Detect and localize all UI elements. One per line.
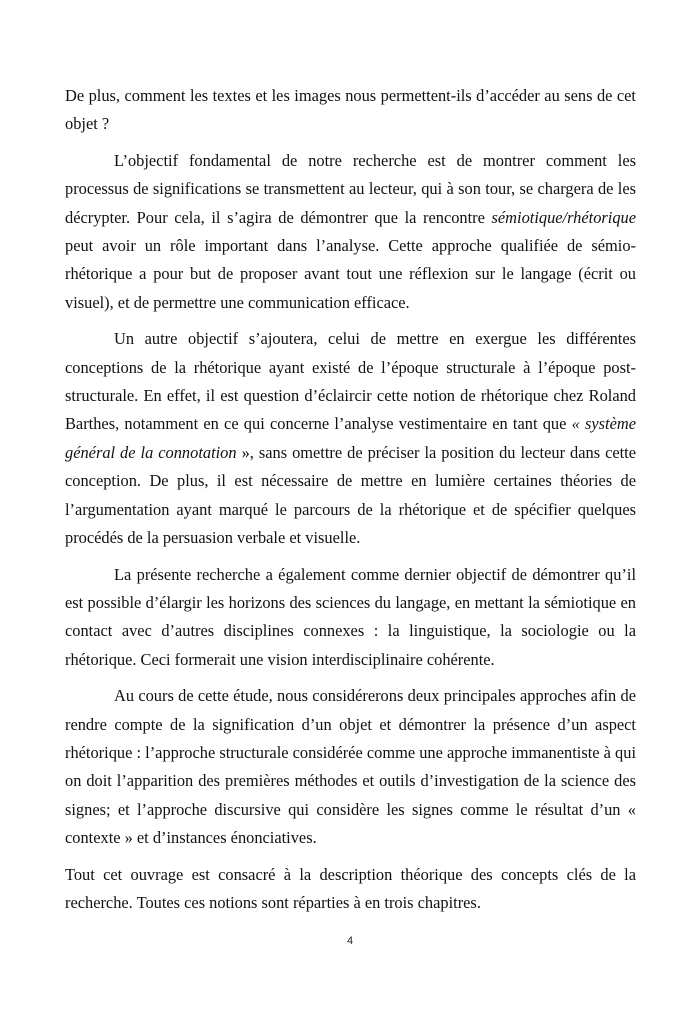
italic-quote: « système général de la connotation: [65, 414, 636, 462]
paragraph: [65, 147, 636, 317]
paragraph: [65, 561, 636, 675]
page-number: 4: [346, 935, 354, 947]
text-segment: Un autre objectif s’ajoutera, celui de mettre en exergue les différentes conceptions de la rhétorique ayant existé de l’époque structurale à l’époque post-structurale. En effet, il est question d’éclaircir cette notion de rhétorique chez Roland Barthes, notamment en ce qui concerne l’analyse vestimentaire en tant que: [65, 329, 636, 434]
text-segment: », sans omettre de préciser la position du lecteur dans cette conception. De plus, il est nécessaire de mettre en lumière certaines théories de l’argumentation ayant marqué le parcours de la rhétorique et de spécifier quelques procédés de la persuasion verbale et visuelle.: [65, 442, 636, 548]
text-segment: Tout cet ouvrage est consacré à la description théorique des concepts clés de la recherche. Toutes ces notions sont réparties à en trois chapitres.: [65, 864, 636, 912]
text-segment: L’objectif fondamental de notre recherche est de montrer comment les processus de significations se transmettent au lecteur, qui à son tour, se chargera de les décrypter. Pour cela, il s’agira de démontrer que la rencontre: [65, 150, 636, 227]
text-segment: La présente recherche a également comme dernier objectif de démontrer qu’il est possible d’élargir les horizons des sciences du langage, en mettant la sémiotique en contact avec d’autres disciplines connexes : la linguistique, la sociologie ou la rhétorique. Ceci formerait une vision interdisciplinaire cohérente.: [65, 564, 636, 669]
paragraph: [65, 861, 636, 918]
paragraph: [65, 682, 636, 852]
italic-term: sémiotique/rhétorique: [491, 207, 636, 227]
body-text: [65, 82, 636, 925]
text-segment: De plus, comment les textes et les images nous permettent-ils d’accéder au sens de cet objet ?: [65, 86, 636, 134]
text-segment: peut avoir un rôle important dans l’analyse. Cette approche qualifiée de sémio-rhétorique a pour but de proposer avant tout une réflexion sur le langage (écrit ou visuel), et de permettre une communication efficace.: [65, 236, 636, 312]
paragraph: [65, 325, 636, 552]
paragraph: [65, 82, 636, 139]
text-segment: Au cours de cette étude, nous considérerons deux principales approches afin de rendre compte de la signification d’un objet et démontrer la présence d’un aspect rhétorique : l’approche structurale considérée comme une approche immanentiste à qui on doit l’apparition des premières méthodes et outils d’investigation de la science des signes; et l’approche discursive qui considère les signes comme le résultat d’un « contexte » et d’instances énonciatives.: [65, 686, 636, 848]
